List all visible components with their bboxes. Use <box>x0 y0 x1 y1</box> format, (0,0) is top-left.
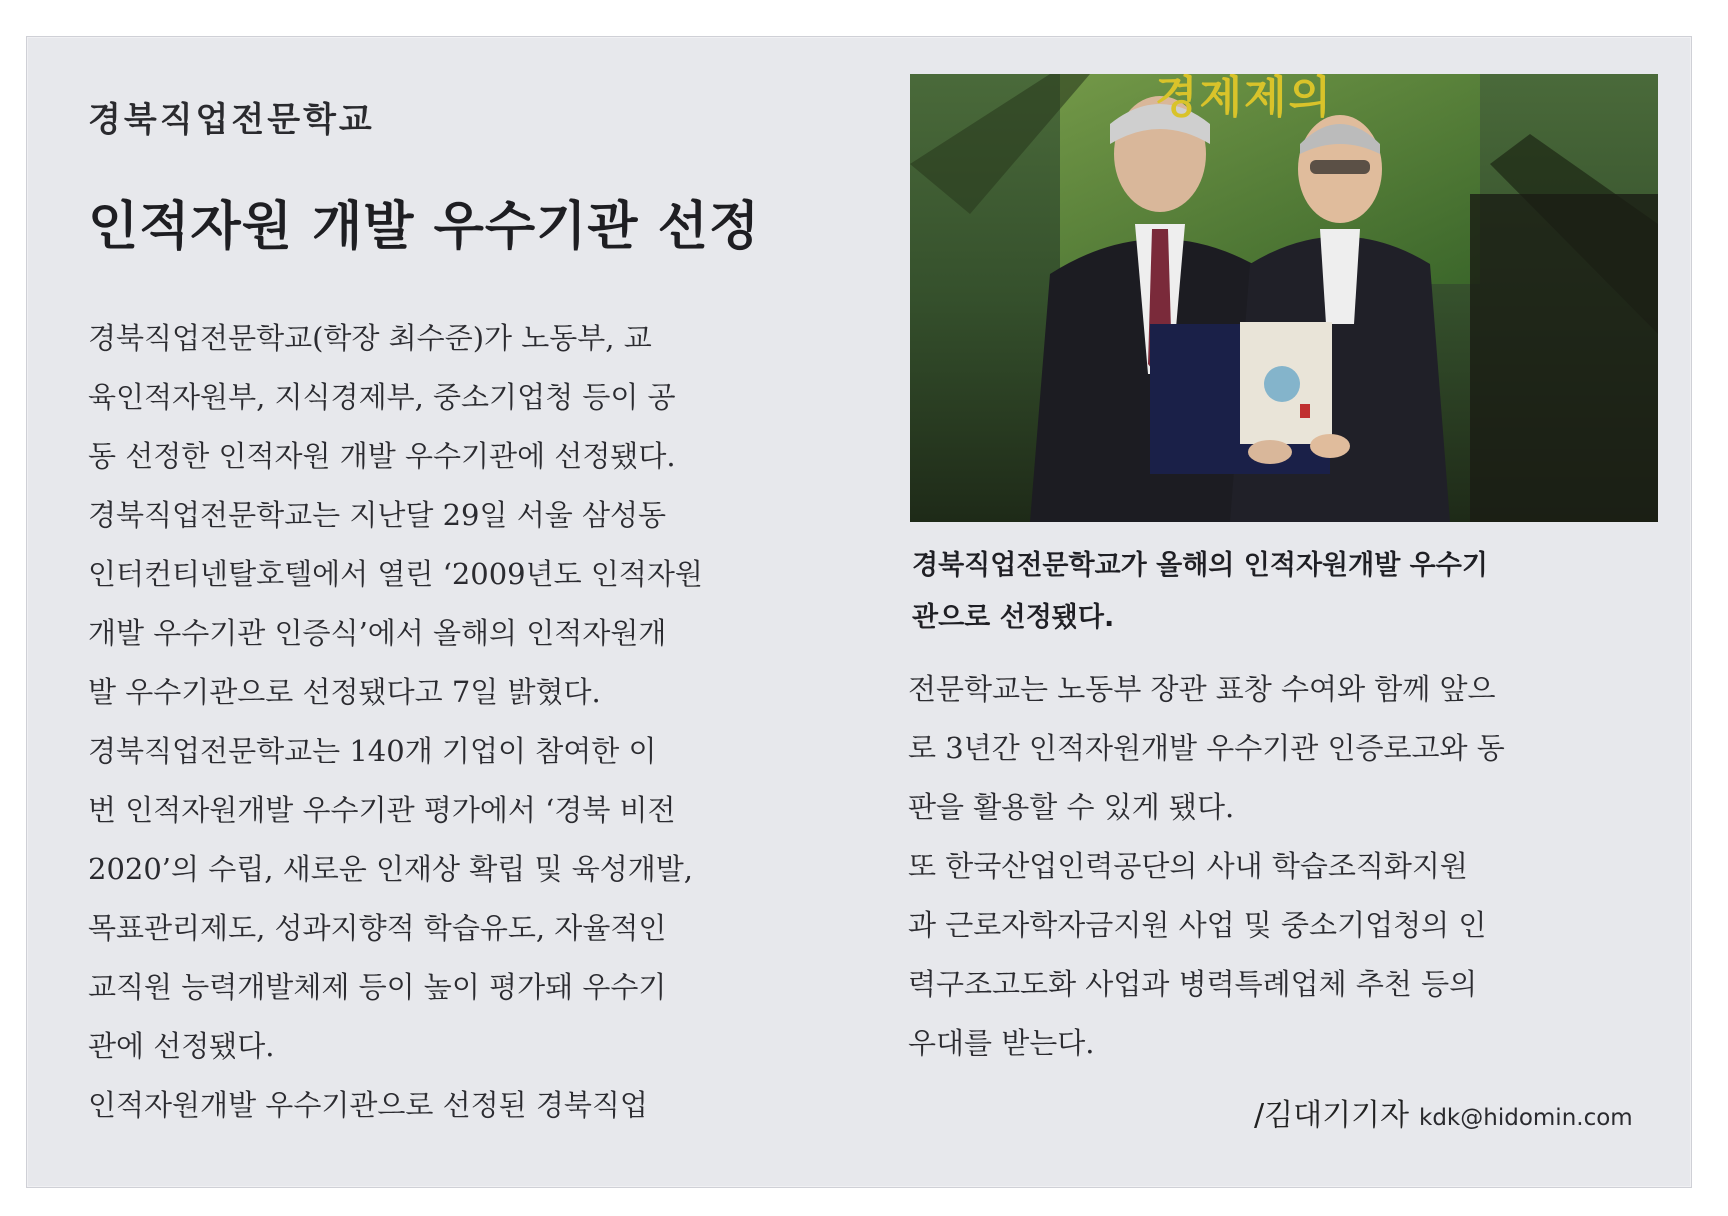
body-line: 경북직업전문학교는 140개 기업이 참여한 이 <box>88 734 657 768</box>
award-photo <box>910 74 1658 522</box>
body-line: 동 선정한 인적자원 개발 우수기관에 선정됐다. <box>88 439 676 473</box>
body-line: 관에 선정됐다. <box>88 1029 275 1063</box>
caption-line: 관으로 선정됐다. <box>912 602 1115 633</box>
article-headline: 인적자원 개발 우수기관 선정 <box>88 197 761 257</box>
body-line: 번 인적자원개발 우수기관 평가에서 ‘경북 비전 <box>88 793 676 827</box>
byline-email: kdk@hidomin.com <box>1419 1105 1633 1131</box>
body-line: 전문학교는 노동부 장관 표창 수여와 함께 앞으 <box>908 672 1496 706</box>
body-line: 2020’의 수립, 새로운 인재상 확립 및 육성개발, <box>88 852 693 886</box>
byline-author: /김대기기자 <box>1254 1098 1410 1133</box>
body-line: 발 우수기관으로 선정됐다고 7일 밝혔다. <box>88 675 601 709</box>
body-line: 개발 우수기관 인증식’에서 올해의 인적자원개 <box>88 616 667 650</box>
body-line: 인적자원개발 우수기관으로 선정된 경북직업 <box>88 1088 648 1122</box>
body-line: 우대를 받는다. <box>908 1026 1095 1060</box>
body-line: 경북직업전문학교(학장 최수준)가 노동부, 교 <box>88 321 652 355</box>
banner-text: 경제제의 <box>1154 74 1333 123</box>
body-line: 로 3년간 인적자원개발 우수기관 인증로고와 동 <box>908 731 1505 765</box>
body-line: 과 근로자학자금지원 사업 및 중소기업청의 인 <box>908 908 1487 942</box>
body-column-right <box>908 660 1660 1073</box>
body-line: 육인적자원부, 지식경제부, 중소기업청 등이 공 <box>88 380 676 414</box>
body-line: 력구조고도화 사업과 병력특례업체 추천 등의 <box>908 967 1478 1001</box>
byline <box>1254 1090 1633 1134</box>
body-line: 목표관리제도, 성과지향적 학습유도, 자율적인 <box>88 911 667 945</box>
body-line: 경북직업전문학교는 지난달 29일 서울 삼성동 <box>88 498 667 532</box>
section-kicker: 경북직업전문학교 <box>88 100 375 140</box>
caption-line: 경북직업전문학교가 올해의 인적자원개발 우수기 <box>912 550 1488 581</box>
body-line: 또 한국산업인력공단의 사내 학습조직화지원 <box>908 849 1468 883</box>
body-line: 인터컨티넨탈호텔에서 열린 ‘2009년도 인적자원 <box>88 557 703 591</box>
body-column-left <box>88 309 840 1135</box>
body-line: 교직원 능력개발체제 등이 높이 평가돼 우수기 <box>88 970 667 1004</box>
photo-caption <box>912 540 1658 644</box>
body-line: 판을 활용할 수 있게 됐다. <box>908 790 1235 824</box>
